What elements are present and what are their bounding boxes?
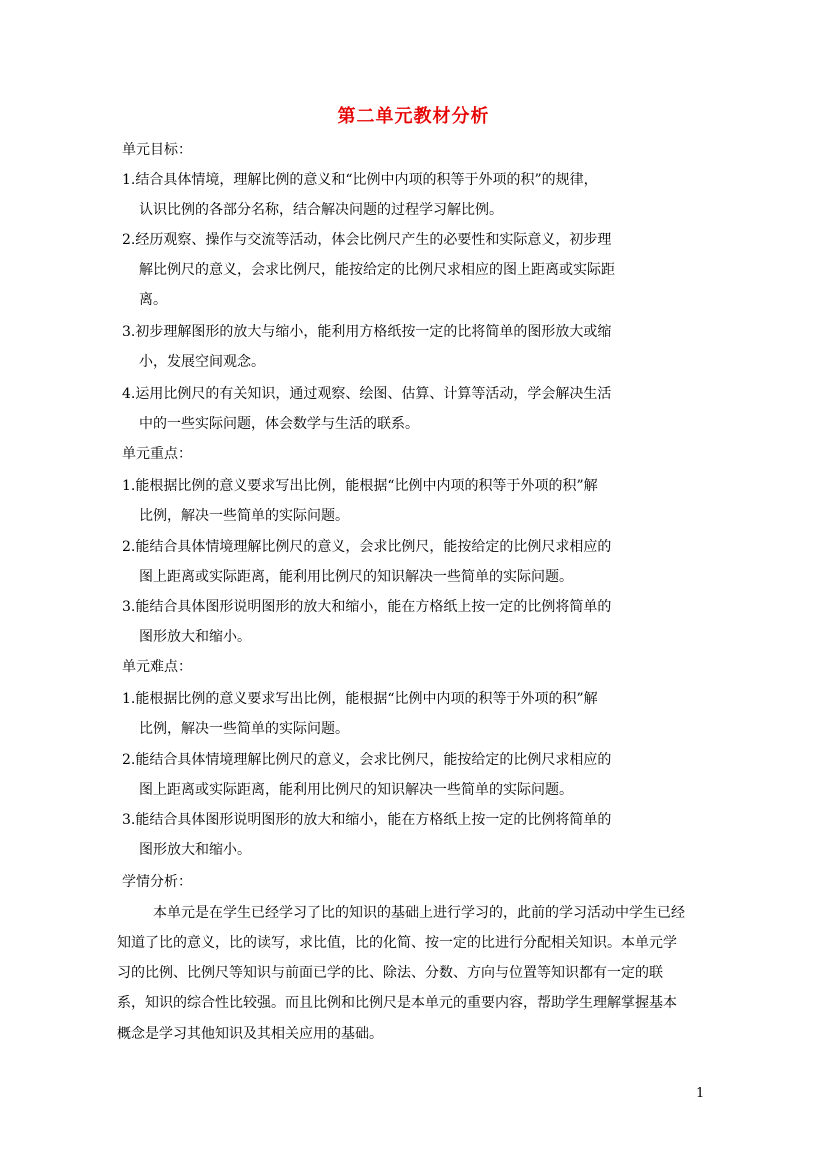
analysis-paragraph-line-3: 习的比例、比例尺等知识与前面已学的比、除法、分数、方向与位置等知识都有一定的联 (117, 965, 663, 981)
section-heading-goals: 单元目标： (122, 142, 192, 158)
key-item-1-line-1: 1.能根据比例的意义要求写出比例，能根据“比例中内项的积等于外项的积”解 (122, 478, 598, 494)
goal-item-3-line-2: 小，发展空间观念。 (139, 354, 265, 370)
document-title: 第二单元教材分析 (337, 106, 490, 127)
section-heading-key-points: 单元重点： (122, 446, 192, 462)
difficulty-item-3-line-1: 3.能结合具体图形说明图形的放大和缩小，能在方格纸上按一定的比例将简单的 (122, 812, 612, 828)
goal-item-2-line-2: 解比例尺的意义，会求比例尺，能按给定的比例尺求相应的图上距离或实际距 (139, 262, 615, 278)
difficulty-item-3-line-2: 图形放大和缩小。 (139, 842, 251, 858)
key-item-3-line-2: 图形放大和缩小。 (139, 629, 251, 645)
goal-item-4-line-1: 4.运用比例尺的有关知识，通过观察、绘图、估算、计算等活动，学会解决生活 (122, 386, 612, 402)
difficulty-item-2-line-2: 图上距离或实际距离，能利用比例尺的知识解决一些简单的实际问题。 (139, 782, 573, 798)
analysis-paragraph-line-1: 本单元是在学生已经学习了比的知识的基础上进行学习的，此前的学习活动中学生已经 (153, 905, 685, 921)
key-item-3-line-1: 3.能结合具体图形说明图形的放大和缩小，能在方格纸上按一定的比例将简单的 (122, 599, 612, 615)
goal-item-4-line-2: 中的一些实际问题，体会数学与生活的联系。 (139, 416, 419, 432)
goal-item-1-line-2: 认识比例的各部分名称，结合解决问题的过程学习解比例。 (139, 202, 503, 218)
analysis-paragraph-line-2: 知道了比的意义，比的读写，求比值，比的化简、按一定的比进行分配相关知识。本单元学 (117, 935, 677, 951)
key-item-2-line-1: 2.能结合具体情境理解比例尺的意义，会求比例尺，能按给定的比例尺求相应的 (122, 539, 612, 555)
analysis-paragraph-line-5: 概念是学习其他知识及其相关应用的基础。 (117, 1026, 383, 1042)
section-heading-analysis: 学情分析： (122, 874, 192, 890)
goal-item-1-line-1: 1.结合具体情境，理解比例的意义和“比例中内项的积等于外项的积”的规律， (122, 172, 598, 188)
key-item-2-line-2: 图上距离或实际距离，能利用比例尺的知识解决一些简单的实际问题。 (139, 569, 573, 585)
goal-item-2-line-1: 2.经历观察、操作与交流等活动，体会比例尺产生的必要性和实际意义，初步理 (122, 232, 612, 248)
section-heading-difficulties: 单元难点： (122, 659, 192, 675)
key-item-1-line-2: 比例，解决一些简单的实际问题。 (139, 508, 349, 524)
difficulty-item-1-line-2: 比例，解决一些简单的实际问题。 (139, 721, 349, 737)
difficulty-item-2-line-1: 2.能结合具体情境理解比例尺的意义，会求比例尺，能按给定的比例尺求相应的 (122, 752, 612, 768)
page-number: 1 (696, 1086, 705, 1101)
difficulty-item-1-line-1: 1.能根据比例的意义要求写出比例，能根据“比例中内项的积等于外项的积”解 (122, 691, 598, 707)
goal-item-2-line-3: 离。 (139, 292, 167, 308)
analysis-paragraph-line-4: 系，知识的综合性比较强。而且比例和比例尺是本单元的重要内容，帮助学生理解掌握基本 (117, 995, 677, 1011)
goal-item-3-line-1: 3.初步理解图形的放大与缩小，能利用方格纸按一定的比将简单的图形放大或缩 (122, 324, 612, 340)
